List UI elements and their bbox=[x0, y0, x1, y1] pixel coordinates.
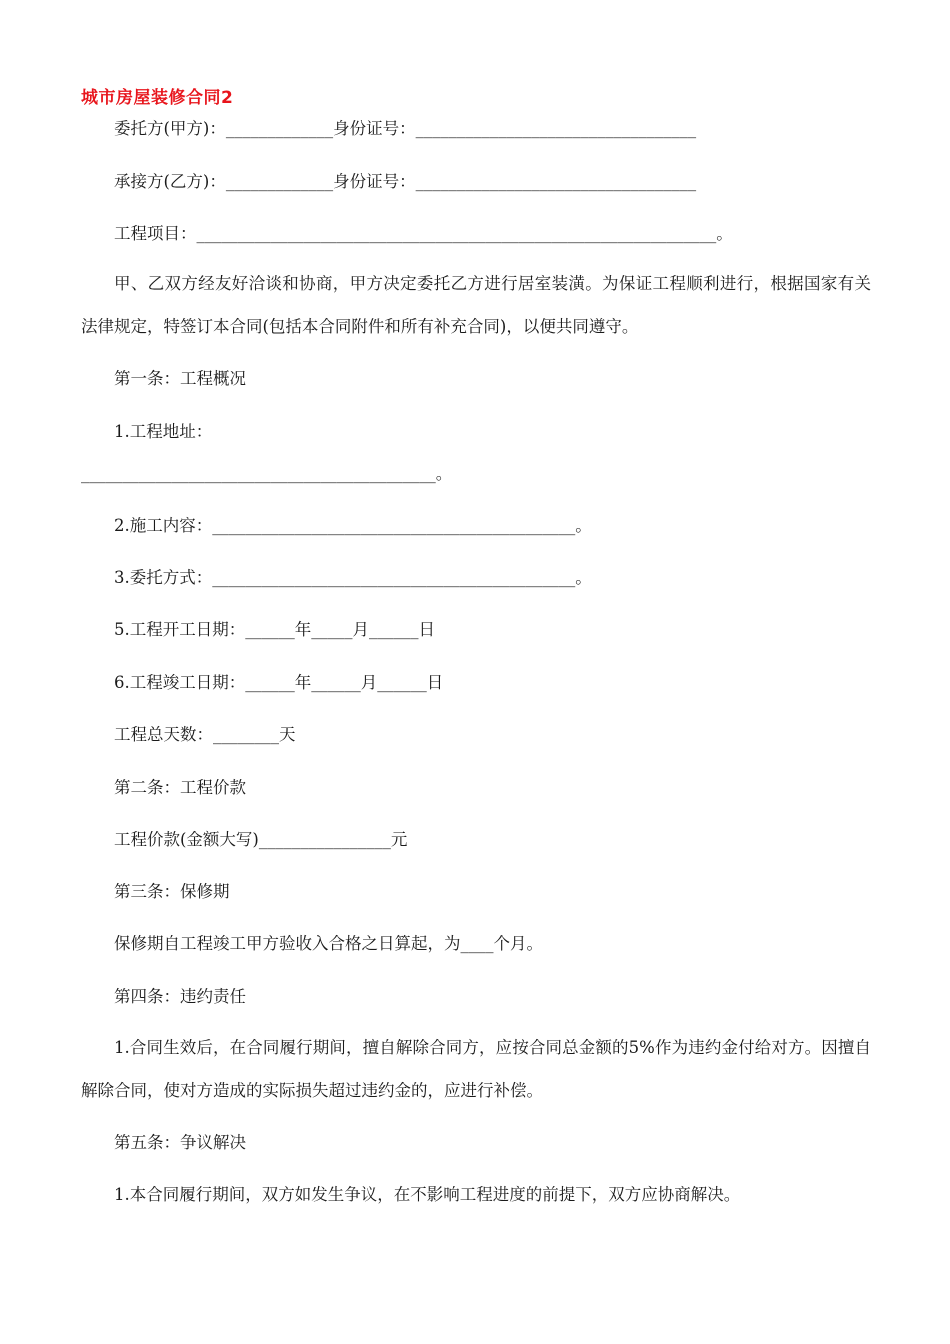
construction-content-line: 2.施工内容：____________________________________________。 bbox=[114, 516, 592, 535]
total-days-line: 工程总天数：________天 bbox=[114, 725, 296, 744]
address-label: 1.工程地址： bbox=[114, 422, 213, 441]
article-3-heading: 第三条：保修期 bbox=[114, 882, 230, 901]
article-5-heading: 第五条：争议解决 bbox=[114, 1133, 246, 1152]
intro-paragraph: 甲、乙双方经友好洽谈和协商，甲方决定委托乙方进行居室装潢。为保证工程顺利进行，根据国家有关法律规定，特签订本合同(包括本合同附件和所有补充合同)，以便共同遵守。 bbox=[81, 274, 871, 336]
dispute-line: 1.本合同履行期间，双方如发生争议，在不影响工程进度的前提下，双方应协商解决。 bbox=[114, 1185, 741, 1204]
start-date-line: 5.工程开工日期：______年_____月______日 bbox=[114, 620, 435, 639]
breach-paragraph: 1.合同生效后，在合同履行期间，擅自解除合同方，应按合同总金额的5%作为违约金付给对方。因擅自解除合同，使对方造成的实际损失超过违约金的，应进行补偿。 bbox=[81, 1038, 871, 1100]
price-line: 工程价款(金额大写)________________元 bbox=[114, 830, 408, 849]
address-blank: ___________________________________________。 bbox=[81, 464, 453, 483]
project-line: 工程项目：_______________________________________________________________。 bbox=[114, 224, 733, 243]
document-title: 城市房屋装修合同2 bbox=[81, 88, 234, 108]
article-1-heading: 第一条：工程概况 bbox=[114, 369, 246, 388]
end-date-line: 6.工程竣工日期：______年______月______日 bbox=[114, 673, 444, 692]
warranty-line: 保修期自工程竣工甲方验收入合格之日算起，为____个月。 bbox=[114, 934, 543, 953]
article-2-heading: 第二条：工程价款 bbox=[114, 778, 246, 797]
article-4-heading: 第四条：违约责任 bbox=[114, 987, 246, 1006]
party-b-line: 承接方(乙方)：_____________身份证号：__________________________________ bbox=[114, 172, 697, 191]
commission-method-line: 3.委托方式：____________________________________________。 bbox=[114, 568, 592, 587]
party-a-line: 委托方(甲方)：_____________身份证号：__________________________________ bbox=[114, 119, 697, 138]
